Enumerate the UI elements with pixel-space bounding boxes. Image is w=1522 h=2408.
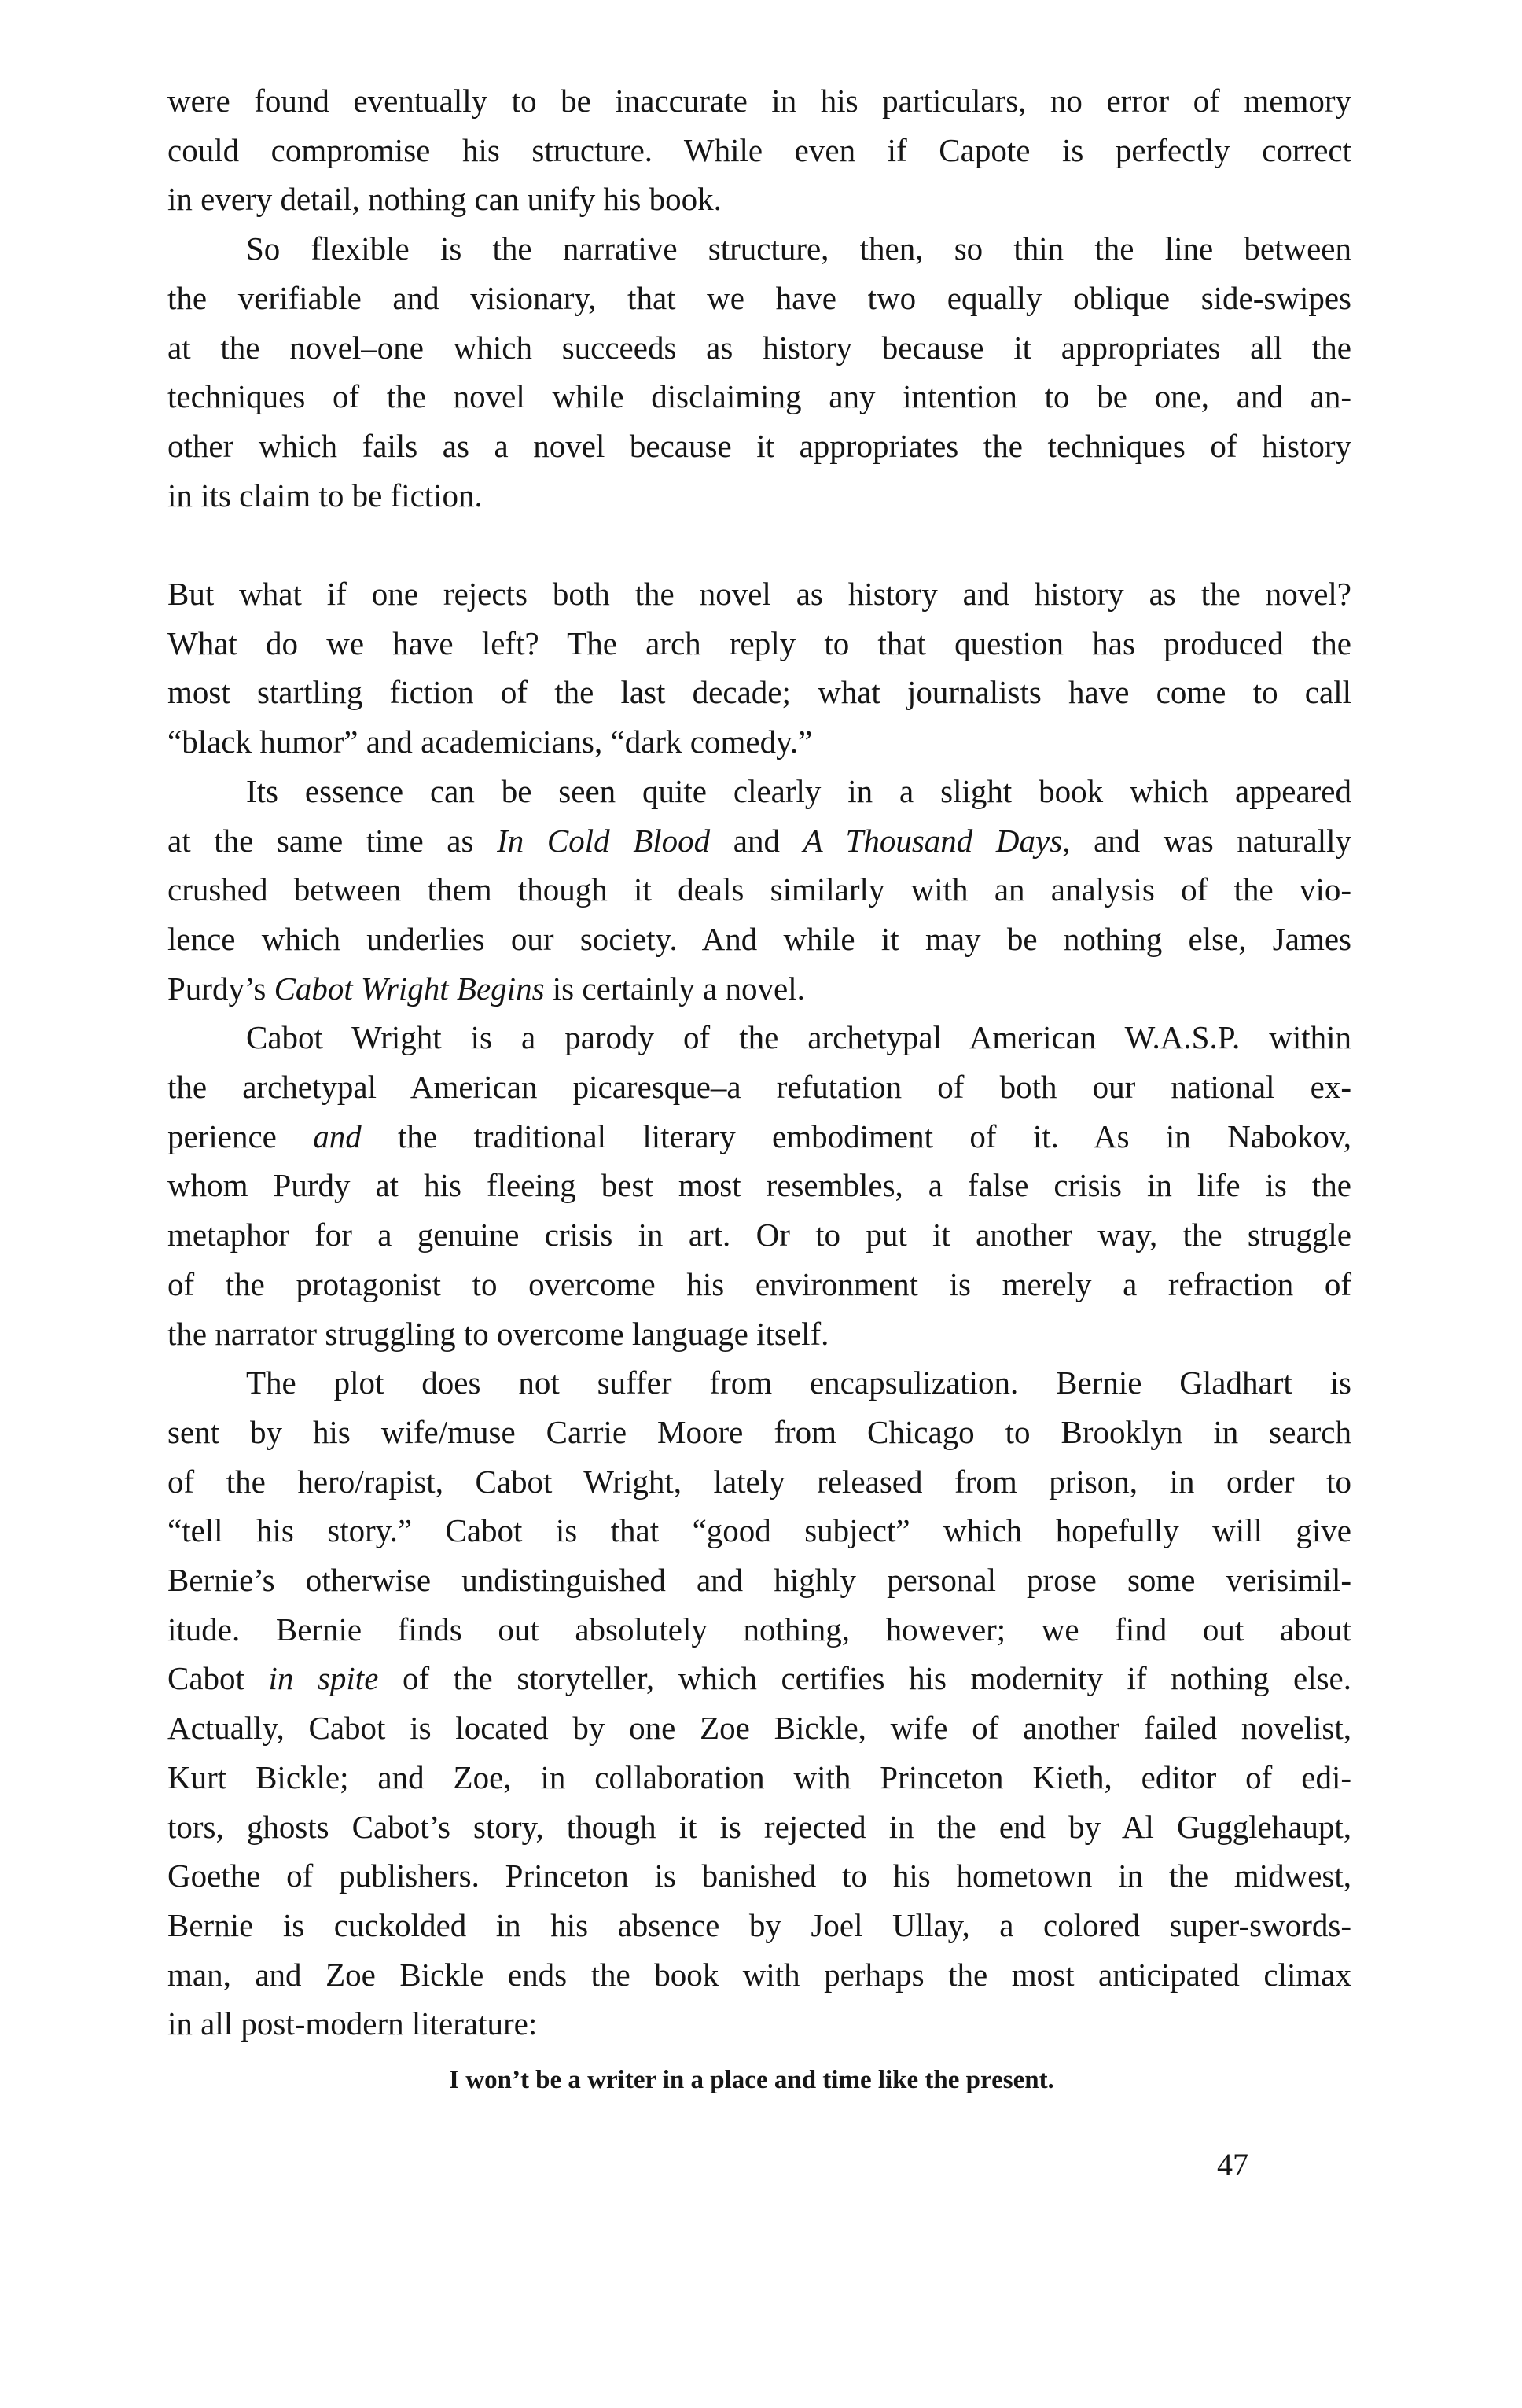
text-line: tors, ghosts Cabot’s story, though it is rejected in the end by Al Gugglehaupt, bbox=[167, 1808, 1351, 1845]
text-segment: Purdy’s bbox=[167, 970, 274, 1007]
text-line: in every detail, nothing can unify his book. bbox=[167, 181, 722, 218]
italic-title: In Cold Blood bbox=[497, 822, 711, 859]
text-line: So flexible is the narrative structure, then, so thin the line between bbox=[246, 230, 1351, 267]
text-line: other which fails as a novel because it appropriates the techniques of history bbox=[167, 427, 1351, 464]
text-line: at the novel–one which succeeds as history because it appropriates all the bbox=[167, 329, 1351, 366]
text-line: Cabot Wright is a parody of the archetypal American W.A.S.P. within bbox=[246, 1019, 1351, 1056]
italic-title: A Thousand Days, bbox=[803, 822, 1071, 859]
text-line: The plot does not suffer from encapsulization. Bernie Gladhart is bbox=[246, 1364, 1351, 1401]
text-line: Goethe of publishers. Princeton is banished to his hometown in the midwest, bbox=[167, 1858, 1351, 1894]
text-line: the archetypal American picaresque–a refutation of both our national ex- bbox=[167, 1069, 1351, 1105]
text-line: could compromise his structure. While even if Capote is perfectly correct bbox=[167, 131, 1351, 168]
text-line: most startling fiction of the last decade; what journalists have come to call bbox=[167, 674, 1351, 711]
text-line: crushed between them though it deals similarly with an analysis of the vio- bbox=[167, 871, 1351, 908]
text-line: the verifiable and visionary, that we have two equally oblique side-swipes bbox=[167, 279, 1351, 316]
text-line bbox=[167, 965, 1351, 1012]
text-line: itude. Bernie finds out absolutely nothing, however; we find out about bbox=[167, 1611, 1351, 1648]
text-line: man, and Zoe Bickle ends the book with perhaps the most anticipated climax bbox=[167, 1956, 1351, 1993]
text-line: What do we have left? The arch reply to that question has produced the bbox=[167, 624, 1351, 661]
text-line bbox=[167, 1113, 1351, 1160]
text-line: Bernie is cuckolded in his absence by Joel Ullay, a colored super-swords- bbox=[167, 1906, 1351, 1943]
text-segment: is certainly a novel. bbox=[544, 970, 805, 1007]
text-line: whom Purdy at his fleeing best most resembles, a false crisis in life is the bbox=[167, 1167, 1351, 1204]
text-segment: the traditional literary embodiment of it. As in Nabokov, bbox=[361, 1117, 1351, 1154]
text-line: sent by his wife/muse Carrie Moore from Chicago to Brooklyn in search bbox=[167, 1413, 1351, 1450]
text-line: “tell his story.” Cabot is that “good subject” which hopefully will give bbox=[167, 1512, 1351, 1549]
text-line: Bernie’s otherwise undistinguished and highly personal prose some verisimil- bbox=[167, 1562, 1351, 1598]
text-segment: of the storyteller, which certifies his modernity if nothing else. bbox=[378, 1660, 1351, 1697]
text-line: “black humor” and academicians, “dark comedy.” bbox=[167, 724, 813, 760]
text-line: lence which underlies our society. And while it may be nothing else, James bbox=[167, 920, 1351, 957]
text-line: were found eventually to be inaccurate in his particulars, no error of memory bbox=[167, 83, 1351, 119]
text-line: Its essence can be seen quite clearly in a slight book which appeared bbox=[246, 772, 1351, 809]
text-line: techniques of the novel while disclaiming any intention to be one, and an- bbox=[167, 378, 1351, 415]
text-segment: at the same time as bbox=[167, 822, 498, 859]
text-line: of the hero/rapist, Cabot Wright, lately released from prison, in order to bbox=[167, 1463, 1351, 1500]
text-segment: and bbox=[710, 822, 803, 859]
text-line: metaphor for a genuine crisis in art. Or to put it another way, the struggle bbox=[167, 1217, 1351, 1254]
italic-title: Cabot Wright Begins bbox=[274, 970, 545, 1007]
text-line: But what if one rejects both the novel as history and history as the novel? bbox=[167, 576, 1351, 612]
text-line: Kurt Bickle; and Zoe, in collaboration with Princeton Kieth, editor of edi- bbox=[167, 1758, 1351, 1795]
italic-title: in spite bbox=[268, 1660, 379, 1697]
text-line: of the protagonist to overcome his environment is merely a refraction of bbox=[167, 1265, 1351, 1302]
page-number: 47 bbox=[1217, 2147, 1248, 2182]
text-line: the narrator struggling to overcome language itself. bbox=[167, 1315, 829, 1352]
block-quote: I won’t be a writer in a place and time like the present. bbox=[449, 2066, 1054, 2094]
text-line bbox=[167, 817, 1351, 864]
text-line: Actually, Cabot is located by one Zoe Bickle, wife of another failed novelist, bbox=[167, 1710, 1351, 1747]
text-line: in its claim to be fiction. bbox=[167, 477, 483, 514]
text-segment: Cabot bbox=[167, 1660, 269, 1697]
italic-title: and bbox=[313, 1117, 362, 1154]
text-segment: and was naturally bbox=[1070, 822, 1351, 859]
text-segment: perience bbox=[167, 1117, 314, 1154]
text-line bbox=[167, 1655, 1351, 1702]
text-line: in all post-modern literature: bbox=[167, 2005, 538, 2042]
